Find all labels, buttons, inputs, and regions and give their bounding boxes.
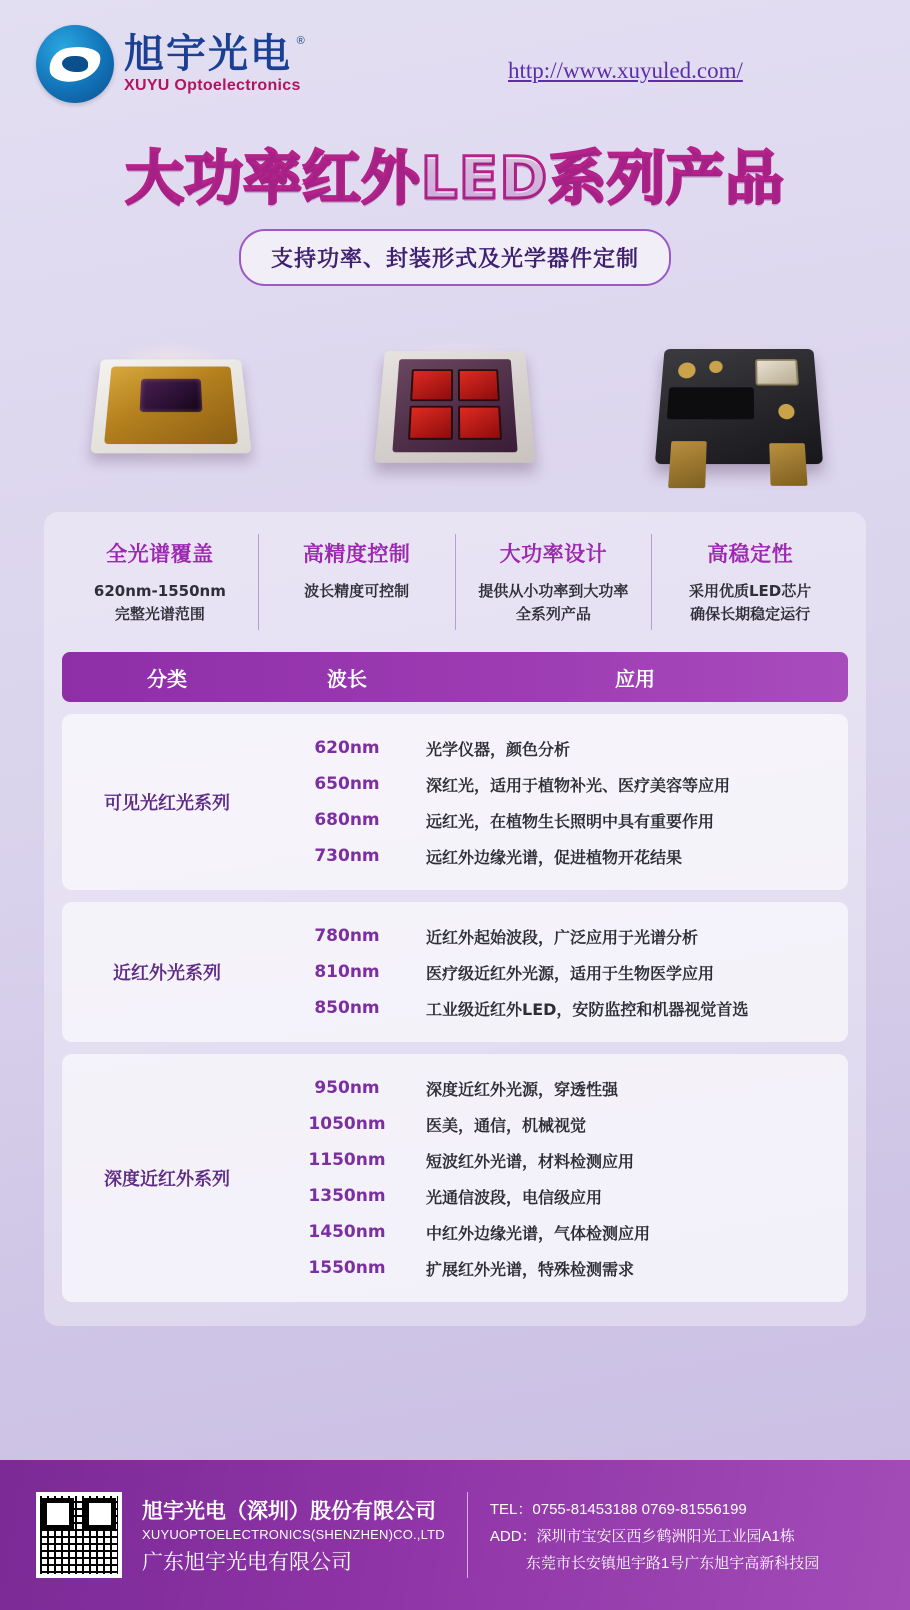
table-group-visible-red [62, 714, 848, 890]
page-title: 大功率红外LED系列产品 [0, 146, 910, 211]
led-chip [457, 369, 499, 400]
feature-precision-control [259, 534, 456, 631]
cell-application: 工业级近红外LED，安防监控和机器视觉首选 [426, 999, 749, 1019]
cell-application: 远红外边缘光谱，促进植物开花结果 [426, 847, 683, 867]
subtitle-badge: 支持功率、封装形式及光学器件定制 [239, 229, 671, 286]
content-panel [44, 512, 866, 1327]
feature-title: 大功率设计 [499, 541, 608, 566]
group-category-label: 深度近红外系列 [104, 1169, 230, 1191]
wavelength-table [62, 652, 848, 1302]
pcb-component [667, 387, 754, 419]
table-row [272, 954, 848, 990]
group-rows [272, 1070, 848, 1286]
solder-pad [678, 362, 696, 378]
column-header-application: 应用 [615, 666, 655, 691]
footer-contact-block [490, 1498, 819, 1573]
group-rows [272, 730, 848, 874]
table-header-row [62, 652, 848, 702]
cell-wavelength: 780nm [314, 926, 380, 947]
feature-desc-line1: 波长精度可控制 [304, 581, 410, 600]
table-row [272, 1070, 848, 1106]
feature-high-power-design [456, 534, 653, 631]
led-chip [410, 369, 452, 400]
logo-text [124, 31, 305, 95]
solder-pad [778, 404, 795, 419]
cell-wavelength: 950nm [314, 1078, 380, 1099]
table-row [272, 838, 848, 874]
feature-desc-line2: 确保长期稳定运行 [690, 605, 811, 624]
footer-company-cn: 旭宇光电（深圳）股份有限公司 [142, 1498, 436, 1523]
group-rows [272, 918, 848, 1026]
cell-wavelength: 680nm [314, 810, 380, 831]
cell-wavelength: 730nm [314, 846, 380, 867]
cell-wavelength: 1350nm [308, 1186, 386, 1207]
brand-logo [36, 25, 305, 103]
table-row [272, 730, 848, 766]
footer-address-2: 东莞市长安镇旭宇路1号广东旭宇高新科技园 [525, 1554, 820, 1572]
table-row [272, 1142, 848, 1178]
table-row [272, 918, 848, 954]
group-category-label: 近红外光系列 [113, 963, 221, 985]
cell-application: 深度近红外光源，穿透性强 [426, 1079, 619, 1099]
feature-title: 高稳定性 [707, 541, 794, 566]
table-group-near-infrared [62, 902, 848, 1042]
cell-wavelength: 850nm [314, 998, 380, 1019]
led-package-1 [90, 359, 252, 453]
logo-chinese-name: 旭宇光电 [124, 31, 292, 77]
cell-application: 医疗级近红外光源，适用于生物医学应用 [426, 963, 715, 983]
page-header [0, 0, 910, 128]
cell-wavelength: 1450nm [308, 1222, 386, 1243]
product-image-gold-ceramic-emitter [55, 310, 287, 496]
cell-application: 光学仪器，颜色分析 [426, 739, 571, 759]
led-chip [458, 405, 503, 440]
table-row [272, 766, 848, 802]
footer-divider [467, 1492, 468, 1578]
registered-trademark-icon: ® [296, 35, 305, 47]
website-url-link[interactable]: http://www.xuyuled.com/ [508, 58, 743, 83]
table-row [272, 1106, 848, 1142]
cell-application: 光通信波段，电信级应用 [426, 1187, 603, 1207]
cell-application: 中红外边缘光谱，气体检测应用 [426, 1223, 651, 1243]
footer-company-cn2: 广东旭宇光电有限公司 [142, 1549, 352, 1574]
lead-tab-right [769, 443, 807, 486]
cell-wavelength: 620nm [314, 738, 380, 759]
cell-application: 医美，通信，机械视觉 [426, 1115, 587, 1135]
footer-company-en: XUYUOPTOELECTRONICS(SHENZHEN)CO.,LTD [142, 1526, 445, 1542]
cell-wavelength: 1050nm [308, 1114, 386, 1135]
table-row [272, 1214, 848, 1250]
product-image-row [0, 308, 910, 498]
solder-pad [709, 361, 723, 373]
footer-company-block [142, 1495, 445, 1576]
led-package-2 [374, 351, 535, 463]
feature-full-spectrum [62, 534, 259, 631]
logo-english-name: XUYU Optoelectronics [124, 77, 301, 94]
cell-wavelength: 650nm [314, 774, 380, 795]
led-chip-grid [408, 369, 502, 440]
cell-application: 短波红外光谱，材料检测应用 [426, 1151, 635, 1171]
led-emitter [755, 359, 799, 385]
cell-wavelength: 1550nm [308, 1258, 386, 1279]
feature-desc-line2: 完整光谱范围 [114, 605, 205, 624]
table-row [272, 1250, 848, 1286]
page-footer [0, 1460, 910, 1610]
cell-application: 深红光，适用于植物补光、医疗美容等应用 [426, 775, 731, 795]
qr-code-icon [36, 1492, 122, 1578]
table-row [272, 1178, 848, 1214]
title-section [0, 146, 910, 286]
product-image-pcb-module [623, 310, 855, 496]
group-category-label: 可见光红光系列 [104, 793, 230, 815]
led-chip [408, 405, 453, 440]
product-image-four-chip-red-array [339, 310, 571, 496]
feature-title: 高精度控制 [302, 541, 411, 566]
table-row [272, 802, 848, 838]
feature-title: 全光谱覆盖 [106, 541, 214, 566]
cell-wavelength: 810nm [314, 962, 380, 983]
feature-high-stability [652, 534, 848, 631]
footer-tel: TEL：0755-81453188 0769-81556199 [489, 1500, 747, 1518]
column-header-category: 分类 [147, 666, 187, 691]
table-group-deep-near-infrared [62, 1054, 848, 1302]
feature-desc-line1: 620nm-1550nm [93, 581, 226, 600]
footer-address-1: ADD：深圳市宝安区西乡鹤洲阳光工业园A1栋 [489, 1527, 795, 1545]
feature-desc-line2: 全系列产品 [515, 605, 591, 624]
cell-application: 远红光，在植物生长照明中具有重要作用 [426, 811, 715, 831]
table-row [272, 990, 848, 1026]
cell-wavelength: 1150nm [308, 1150, 386, 1171]
led-package-3 [655, 349, 823, 464]
cell-application: 近红外起始波段，广泛应用于光谱分析 [426, 927, 699, 947]
feature-row [62, 534, 848, 631]
feature-desc-line1: 采用优质LED芯片 [688, 581, 812, 600]
led-die-1 [140, 379, 203, 412]
feature-desc-line1: 提供从小功率到大功率 [478, 581, 629, 600]
lead-tab-left [668, 441, 707, 488]
cell-application: 扩展红外光谱，特殊检测需求 [426, 1259, 635, 1279]
column-header-wavelength: 波长 [327, 666, 367, 691]
logo-mark-icon [36, 25, 114, 103]
